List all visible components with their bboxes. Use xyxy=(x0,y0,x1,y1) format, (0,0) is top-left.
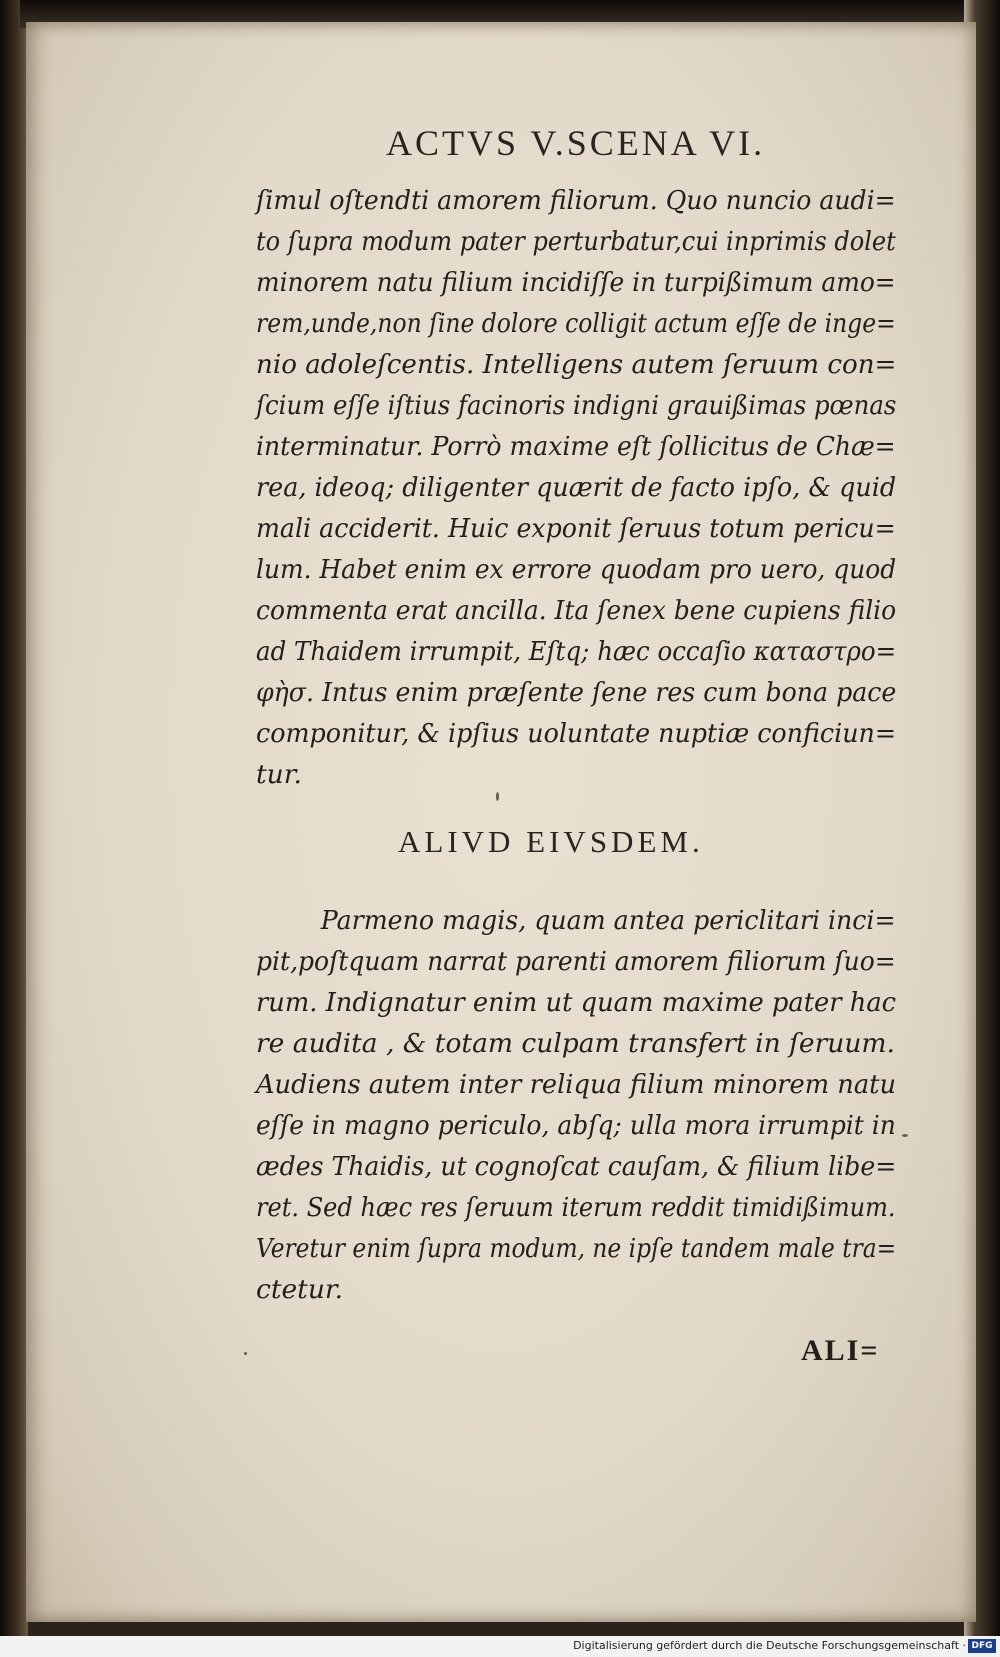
paper-speck xyxy=(902,1134,908,1137)
text-line: φὴσ. Intus enim præſente ſene res cum bona pace xyxy=(256,677,897,708)
text-line: Veretur enim ſupra modum, ne ipſe tandem male tra= xyxy=(256,1233,897,1264)
text-line: minorem natu filium incidiſſe in turpißimum amo= xyxy=(256,267,896,298)
book-binding-edge xyxy=(0,0,28,1657)
text-line: nio adoleſcentis. Intelligens autem ſeruum con= xyxy=(256,349,897,380)
page-content xyxy=(26,22,976,1622)
text-line: Audiens autem inter reliqua filium minorem natu xyxy=(256,1069,897,1100)
section-heading: ALIVD EIVSDEM. xyxy=(398,824,704,859)
catchword: ALI= xyxy=(801,1334,880,1367)
text-line: re audita , & totam culpam transfert in ſeruum. xyxy=(256,1028,895,1059)
paper-speck xyxy=(496,792,499,801)
text-line: to ſupra modum pater perturbatur,cui inprimis dolet xyxy=(256,226,896,257)
text-line: rum. Indignatur enim ut quam maxime pater hac xyxy=(256,987,897,1018)
text-line: ſimul oſtendti amorem filiorum. Quo nuncio audi= xyxy=(256,185,896,216)
text-line: eſſe in magno periculo, abſq; ulla mora irrumpit in xyxy=(256,1110,896,1141)
text-line: mali acciderit. Huic exponit ſeruus totum pericu= xyxy=(256,513,896,544)
running-head: ACTVS V.SCENA VI. xyxy=(386,123,766,163)
digitization-footer xyxy=(0,1636,1000,1657)
dfg-logo: DFG xyxy=(968,1639,996,1653)
text-line: componitur, & ipſius uoluntate nuptiæ conficiun= xyxy=(256,718,897,749)
text-line: commenta erat ancilla. Ita ſenex bene cupiens filio xyxy=(256,595,897,626)
text-line: lum. Habet enim ex errore quodam pro uero, quod xyxy=(256,554,897,585)
text-line: rem,unde,non ſine dolore colligit actum eſſe de inge= xyxy=(256,308,896,339)
paper-speck xyxy=(244,1352,247,1355)
text-line: ad Thaidem irrumpit, Eſtq; hæc occaſio καταστρο= xyxy=(256,636,897,667)
text-line: ret. Sed hæc res ſeruum iterum reddit timidißimum. xyxy=(256,1192,896,1223)
paragraph-argument xyxy=(256,180,896,795)
text-line: ctetur. xyxy=(256,1274,344,1305)
text-line: tur. xyxy=(256,759,302,790)
paragraph-aliud xyxy=(256,900,896,1310)
text-line: rea, ideoq; diligenter quærit de facto ipſo, & quid xyxy=(256,472,897,503)
text-line: interminatur. Porrò maxime eſt ſollicitus de Chæ= xyxy=(256,431,896,462)
text-line: pit,poſtquam narrat parenti amorem filiorum ſuo= xyxy=(256,946,896,977)
book-page xyxy=(26,22,976,1622)
footer-credit: Digitalisierung gefördert durch die Deutsche Forschungsgemeinschaft · xyxy=(573,1639,966,1652)
text-line: ædes Thaidis, ut cognoſcat cauſam, & filium libe= xyxy=(256,1151,897,1182)
text-line: ſcium eſſe iſtius facinoris indigni grauißimas pœnas xyxy=(256,390,897,421)
text-line: Parmeno magis, quam antea periclitari inci= xyxy=(320,905,896,936)
